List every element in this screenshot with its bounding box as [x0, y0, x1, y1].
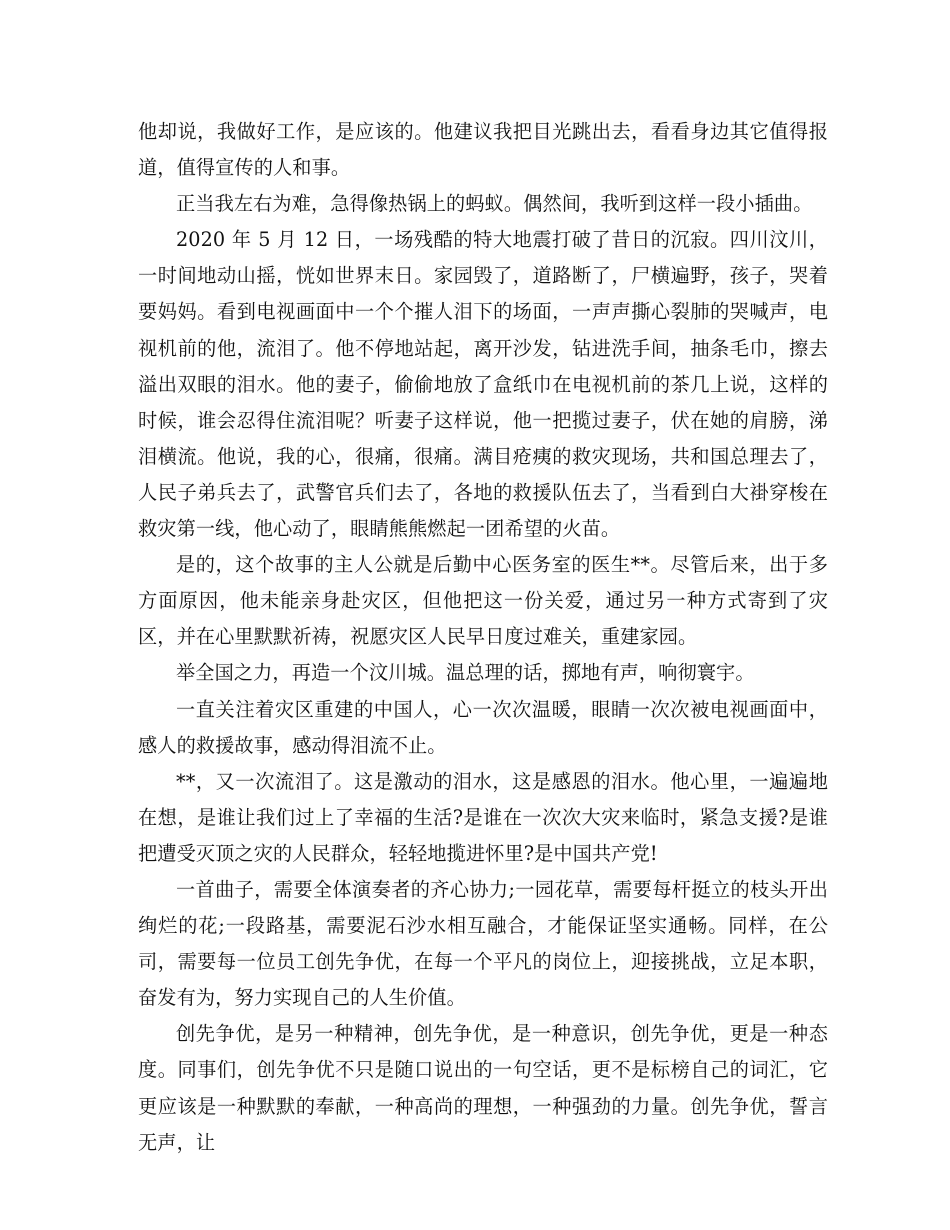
paragraph-6: 一直关注着灾区重建的中国人，心一次次温暖，眼睛一次次被电视画面中，感人的救援故事，感动得泪流不止。 [138, 697, 828, 757]
paragraph-1: 他却说，我做好工作，是应该的。他建议我把目光跳出去，看看身边其它值得报道，值得宣传的人和事。 [138, 120, 828, 180]
paragraph-8: 一首曲子，需要全体演奏者的齐心协力;一园花草，需要每杆挺立的枝头开出绚烂的花;一段路基，需要泥石沙水相互融合，才能保证坚实通畅。同样，在公司，需要每一位员工创先争优，在每一个平凡的岗位上，迎接挑战，立足本职，奋发有为，努力实现自己的人生价值。 [138, 877, 828, 1010]
paragraph-9: 创先争优，是另一种精神，创先争优，是一种意识，创先争优，更是一种态度。同事们，创先争优不只是随口说出的一句空话，更不是标榜自己的词汇，它更应该是一种默默的奉献，一种高尚的理想，一种强劲的力量。创先争优，誓言无声，让 [138, 1022, 828, 1154]
paragraph-3: 2020 年 5 月 12 日，一场残酷的特大地震打破了昔日的沉寂。四川汶川，一时间地动山摇，恍如世界末日。家园毁了，道路断了，尸横遍野，孩子，哭着要妈妈。看到电视画面中一个个摧人泪下的场面，一声声撕心裂肺的哭喊声，电视机前的他，流泪了。他不停地站起，离开沙发，钻进洗手间，抽条毛巾，擦去溢出双眼的泪水。他的妻子，偷偷地放了盒纸巾在电视机前的茶几上说，这样的时候，谁会忍得住流泪呢？听妻子这样说，他一把揽过妻子，伏在她的肩膀，涕泪横流。他说，我的心，很痛，很痛。满目疮痍的救灾现场，共和国总理去了，人民子弟兵去了，武警官兵们去了，各地的救援队伍去了，当看到白大褂穿梭在救灾第一线，他心动了，眼睛熊熊燃起一团希望的火苗。 [138, 228, 828, 541]
paragraph-7: **，又一次流泪了。这是激动的泪水，这是感恩的泪水。他心里，一遍遍地在想，是谁让我们过上了幸福的生活?是谁在一次次大灾来临时，紧急支援?是谁把遭受灭顶之灾的人民群众，轻轻地揽进怀里?是中国共产党! [138, 769, 828, 865]
paragraph-5: 举全国之力，再造一个汶川城。温总理的话，掷地有声，响彻寰宇。 [176, 661, 755, 685]
document-body [138, 114, 828, 1161]
paragraph-2: 正当我左右为难，急得像热锅上的蚂蚁。偶然间，我听到这样一段小插曲。 [176, 192, 813, 216]
paragraph-4: 是的，这个故事的主人公就是后勤中心医务室的医生**。尽管后来，出于多方面原因，他未能亲身赴灾区，但他把这一份关爱，通过另一种方式寄到了灾区，并在心里默默祈祷，祝愿灾区人民早日度过难关，重建家园。 [138, 553, 828, 649]
